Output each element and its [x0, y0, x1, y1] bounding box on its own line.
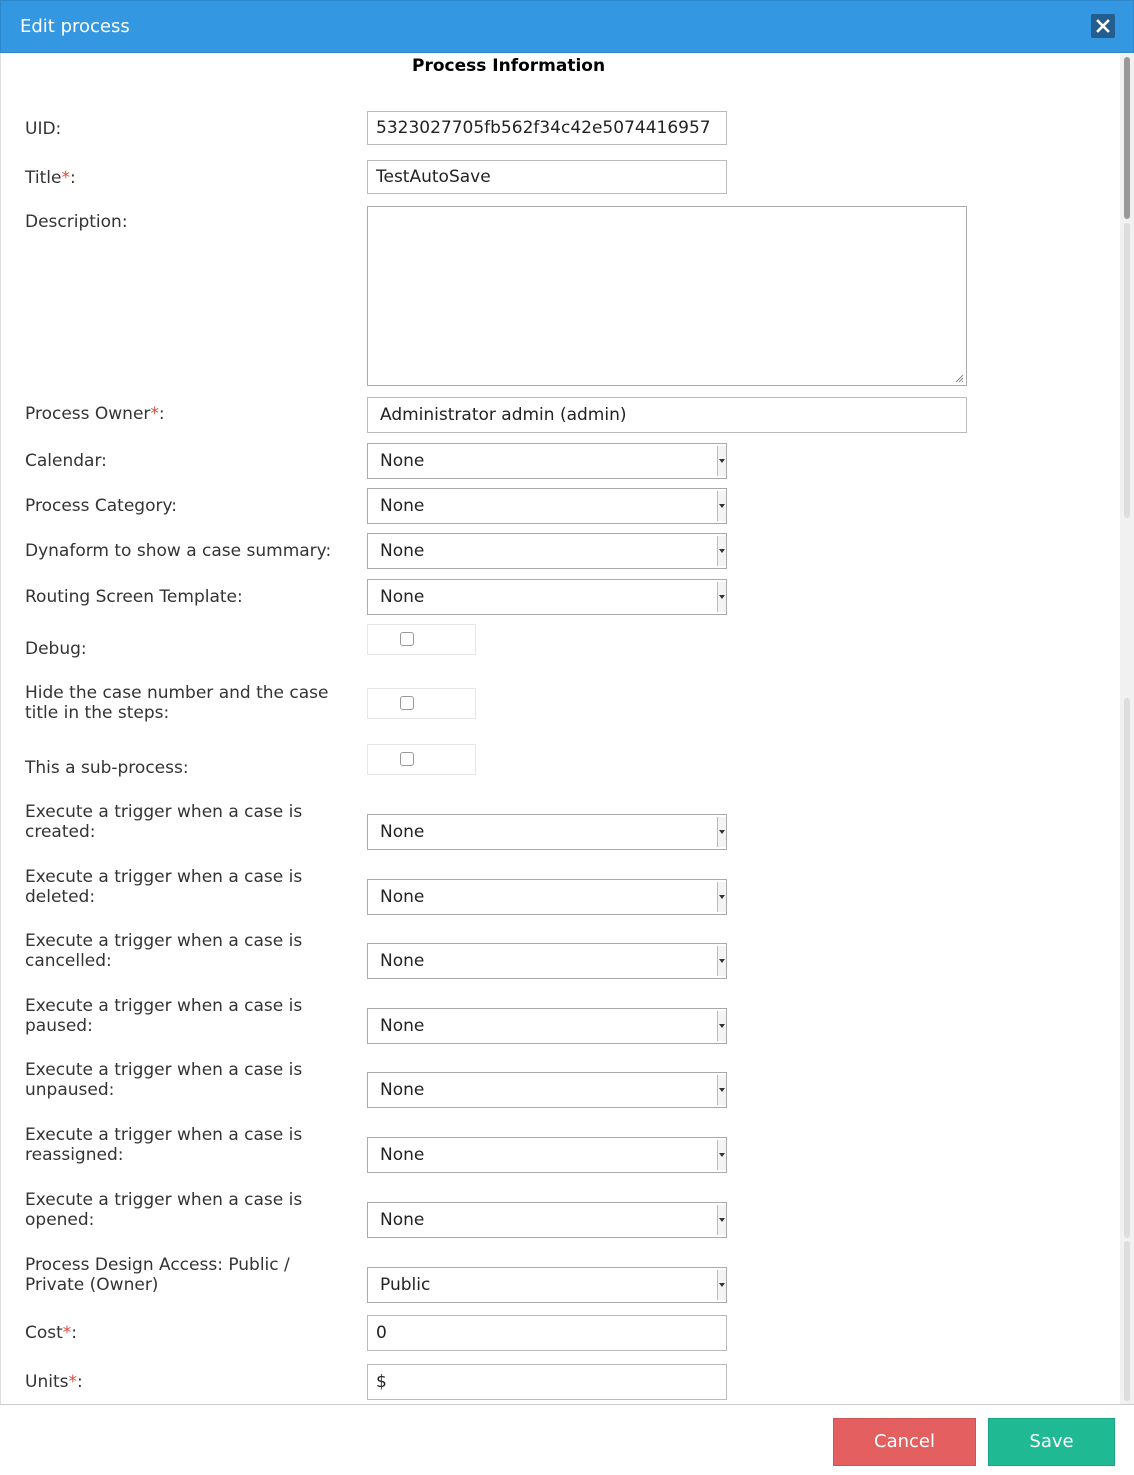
calendar-select[interactable] — [367, 443, 727, 479]
trigger-deleted-select[interactable] — [367, 879, 727, 915]
routing-value: None — [380, 587, 425, 607]
title-input[interactable]: TestAutoSave — [367, 160, 727, 194]
trigger-created-select[interactable] — [367, 814, 727, 850]
dynaform-value: None — [380, 541, 425, 561]
trigger-paused-select[interactable] — [367, 1008, 727, 1044]
subprocess-checkbox-wrap — [367, 744, 476, 775]
owner-label-text: Process Owner — [25, 404, 151, 424]
required-mark: * — [68, 1372, 77, 1392]
dropdown-arrow-icon — [717, 1270, 726, 1300]
close-icon — [1095, 18, 1111, 34]
close-button[interactable] — [1091, 14, 1115, 38]
units-label-text: Units — [25, 1372, 69, 1392]
trigger-opened-value: None — [380, 1210, 425, 1230]
description-label: Description: — [25, 212, 128, 232]
trigger-paused-value: None — [380, 1016, 425, 1036]
description-textarea[interactable] — [367, 206, 967, 386]
category-value: None — [380, 496, 425, 516]
dropdown-arrow-icon — [717, 1075, 726, 1105]
owner-input[interactable]: Administrator admin (admin) — [367, 397, 967, 433]
resize-grip-icon[interactable] — [954, 373, 964, 383]
calendar-label: Calendar: — [25, 451, 107, 471]
trigger-paused-label: Execute a trigger when a case is paused: — [25, 996, 303, 1036]
debug-checkbox[interactable] — [400, 632, 414, 646]
trigger-created-value: None — [380, 822, 425, 842]
design-access-select[interactable] — [367, 1267, 727, 1303]
debug-label: Debug: — [25, 639, 87, 659]
dropdown-arrow-icon — [717, 536, 726, 566]
hide-case-label: Hide the case number and the case title in the steps: — [25, 683, 329, 723]
dropdown-arrow-icon — [717, 817, 726, 847]
required-mark: * — [150, 404, 159, 424]
trigger-deleted-value: None — [380, 887, 425, 907]
trigger-cancelled-value: None — [380, 951, 425, 971]
scrollbar-track-segment — [1124, 223, 1130, 518]
trigger-cancelled-select[interactable] — [367, 943, 727, 979]
trigger-reassigned-select[interactable] — [367, 1137, 727, 1173]
scrollbar-track-segment — [1124, 698, 1130, 1238]
trigger-unpaused-value: None — [380, 1080, 425, 1100]
design-access-value: Public — [380, 1275, 431, 1295]
debug-checkbox-wrap — [367, 624, 476, 655]
scrollbar[interactable] — [1120, 53, 1134, 1404]
hide-case-checkbox-wrap — [367, 688, 476, 719]
cost-label-text: Cost — [25, 1323, 63, 1343]
label-colon: : — [69, 168, 76, 188]
cost-label — [25, 1323, 335, 1343]
units-input[interactable]: $ — [367, 1364, 727, 1400]
dialog-footer — [0, 1404, 1134, 1475]
dynaform-label: Dynaform to show a case summary: — [25, 541, 332, 561]
subprocess-checkbox[interactable] — [400, 752, 414, 766]
trigger-opened-label: Execute a trigger when a case is opened: — [25, 1190, 303, 1230]
trigger-unpaused-select[interactable] — [367, 1072, 727, 1108]
calendar-value: None — [380, 451, 425, 471]
dropdown-arrow-icon — [717, 1011, 726, 1041]
trigger-unpaused-label: Execute a trigger when a case is unpaused: — [25, 1060, 303, 1100]
label-colon: : — [158, 404, 165, 424]
trigger-created-label: Execute a trigger when a case is created: — [25, 802, 303, 842]
dropdown-arrow-icon — [717, 1140, 726, 1170]
trigger-reassigned-label: Execute a trigger when a case is reassigned: — [25, 1125, 303, 1165]
required-mark: * — [62, 1323, 72, 1343]
required-mark: * — [61, 168, 70, 188]
dropdown-arrow-icon — [717, 582, 726, 612]
subprocess-label: This a sub-process: — [25, 758, 189, 778]
trigger-opened-select[interactable] — [367, 1202, 727, 1238]
category-select[interactable] — [367, 488, 727, 524]
title-label-text: Title — [25, 168, 62, 188]
owner-label — [25, 404, 335, 424]
scrollbar-track-segment — [1124, 1241, 1130, 1401]
dropdown-arrow-icon — [717, 1205, 726, 1235]
label-colon: : — [71, 1323, 78, 1343]
uid-input[interactable]: 5323027705fb562f34c42e5074416957 — [367, 111, 727, 145]
section-title: Process Information — [412, 56, 606, 76]
trigger-cancelled-label: Execute a trigger when a case is cancelled: — [25, 931, 303, 971]
dropdown-arrow-icon — [717, 491, 726, 521]
category-label: Process Category: — [25, 496, 178, 516]
dialog-header — [0, 0, 1134, 53]
dialog-title: Edit process — [20, 16, 130, 37]
uid-label: UID: — [25, 119, 62, 139]
cancel-button[interactable]: Cancel — [833, 1418, 976, 1466]
scrollbar-thumb[interactable] — [1124, 57, 1130, 219]
trigger-reassigned-value: None — [380, 1145, 425, 1165]
label-colon: : — [76, 1372, 83, 1392]
hide-case-checkbox[interactable] — [400, 696, 414, 710]
routing-label: Routing Screen Template: — [25, 587, 243, 607]
routing-select[interactable] — [367, 579, 727, 615]
dropdown-arrow-icon — [717, 882, 726, 912]
units-label — [25, 1372, 335, 1392]
title-label — [25, 168, 335, 188]
cost-input[interactable]: 0 — [367, 1315, 727, 1351]
save-button[interactable]: Save — [988, 1418, 1115, 1466]
design-access-label: Process Design Access: Public / Private (Owner) — [25, 1255, 290, 1295]
dropdown-arrow-icon — [717, 446, 726, 476]
dropdown-arrow-icon — [717, 946, 726, 976]
trigger-deleted-label: Execute a trigger when a case is deleted: — [25, 867, 303, 907]
dynaform-select[interactable] — [367, 533, 727, 569]
